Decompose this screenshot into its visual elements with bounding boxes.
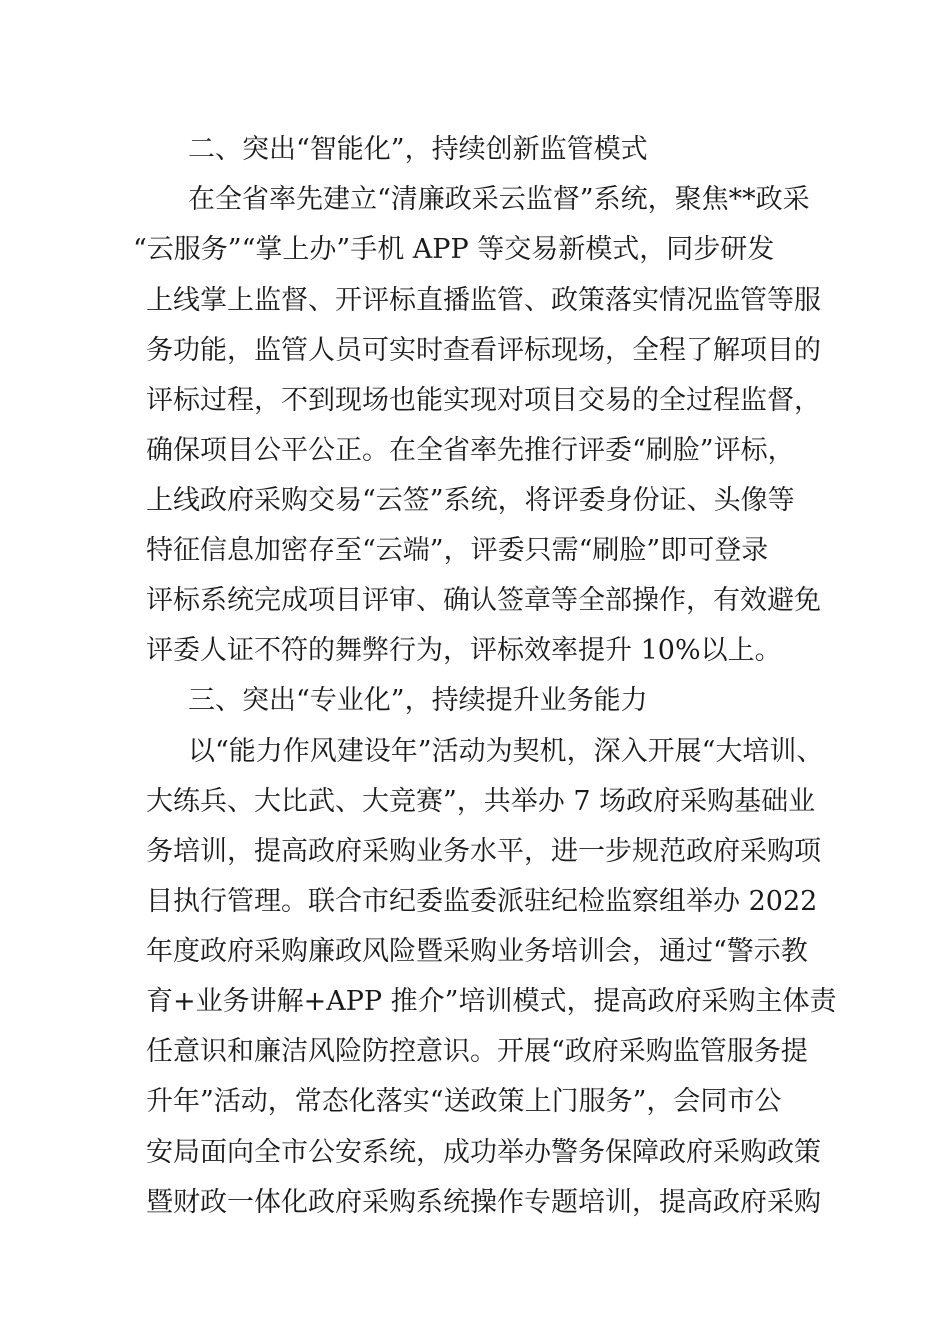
paragraph-line: 评标过程，不到现场也能实现对项目交易的全过程监督， xyxy=(146,385,821,416)
paragraph-line: 任意识和廉洁风险防控意识。开展“政府采购监管服务提 xyxy=(146,1036,808,1067)
paragraph-line: 确保项目公平公正。在全省率先推行评委“刷脸”评标， xyxy=(146,435,795,466)
paragraph-line: 育+业务讲解+APP 推介”培训模式，提高政府采购主体责 xyxy=(146,986,837,1017)
paragraph-line: 上线掌上监督、开评标直播监管、政策落实情况监管等服 xyxy=(146,285,821,316)
paragraph-line: 特征信息加密存至“云端”，评委只需“刷脸”即可登录 xyxy=(146,535,769,566)
paragraph-line: 务功能，监管人员可实时查看评标现场，全程了解项目的 xyxy=(146,335,821,366)
paragraph-line: 在全省率先建立“清廉政采云监督”系统，聚焦**政采 xyxy=(188,184,810,215)
section-heading: 二、突出“智能化”，持续创新监管模式 xyxy=(188,134,648,165)
paragraph-line: 上线政府采购交易“云签”系统，将评委身份证、头像等 xyxy=(146,485,795,516)
paragraph-line: 以“能力作风建设年”活动为契机，深入开展“大培训、 xyxy=(188,736,824,767)
paragraph-line: 评委人证不符的舞弊行为，评标效率提升 10%以上。 xyxy=(146,635,782,666)
paragraph-line: 安局面向全市公安系统，成功举办警务保障政府采购政策 xyxy=(146,1137,821,1168)
paragraph-line: 务培训，提高政府采购业务水平，进一步规范政府采购项 xyxy=(146,836,821,867)
section-heading: 三、突出“专业化”，持续提升业务能力 xyxy=(188,685,648,716)
paragraph-line: 评标系统完成项目评审、确认签章等全部操作，有效避免 xyxy=(146,585,821,616)
paragraph-line: “云服务”“掌上办”手机 APP 等交易新模式，同步研发 xyxy=(133,234,775,265)
paragraph-line: 大练兵、大比武、大竞赛”，共举办 7 场政府采购基础业 xyxy=(146,786,816,817)
paragraph-line: 目执行管理。联合市纪委监委派驻纪检监察组举办 2022 xyxy=(146,886,818,917)
paragraph-line: 升年”活动，常态化落实“送政策上门服务”，会同市公 xyxy=(146,1086,782,1117)
paragraph-line: 暨财政一体化政府采购系统操作专题培训，提高政府采购 xyxy=(146,1187,821,1218)
paragraph-line: 年度政府采购廉政风险暨采购业务培训会，通过“警示教 xyxy=(146,936,808,967)
